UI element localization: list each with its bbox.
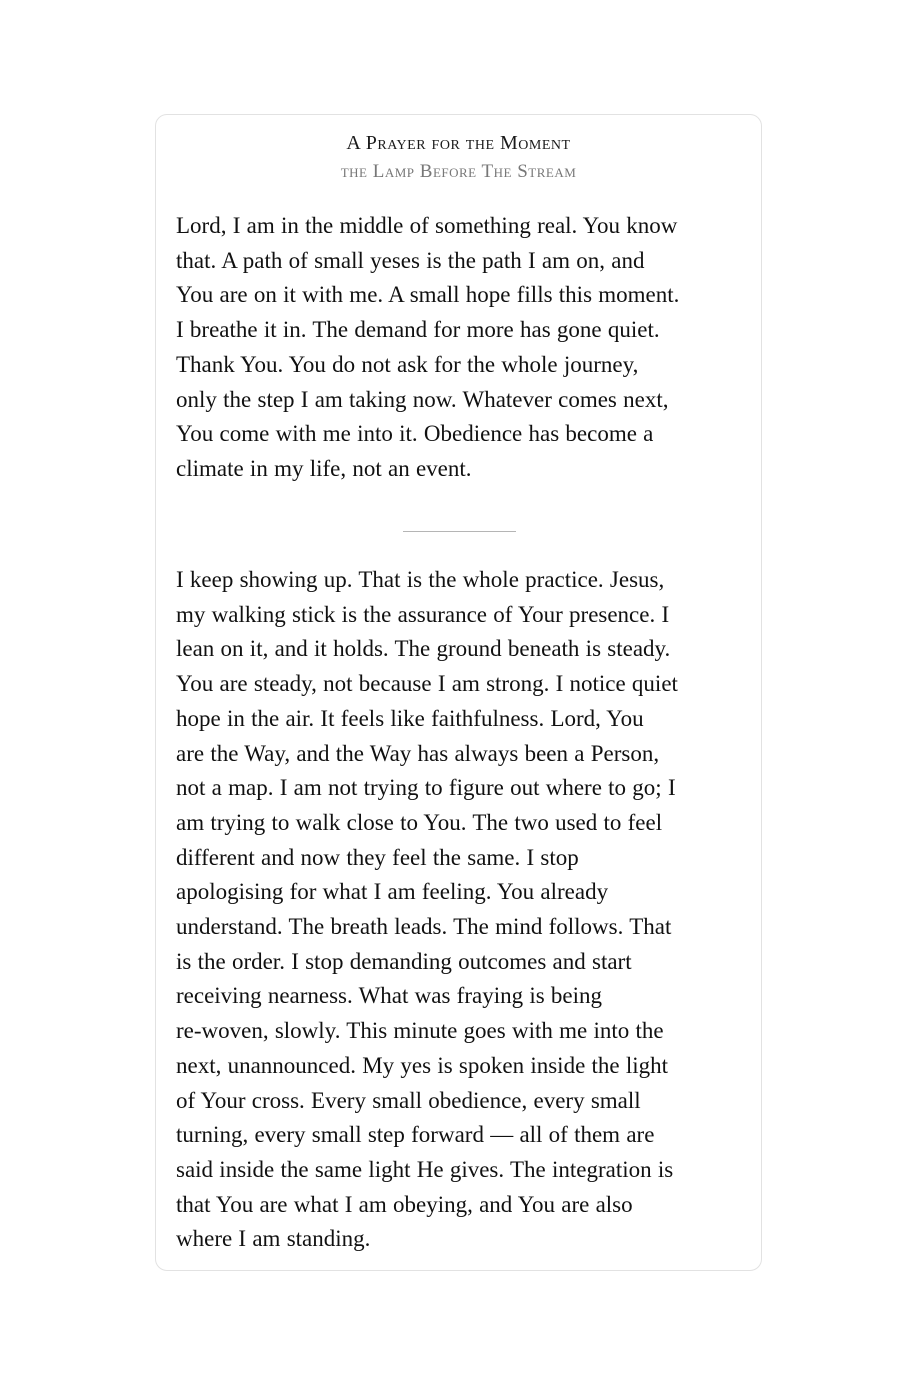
prayer-card [155,114,762,1271]
prayer-title: A Prayer for the Moment [346,132,571,154]
section-divider [403,531,516,532]
prayer-paragraph-2: I keep showing up. That is the whole practice. Jesus, my walking stick is the assurance of Your presence. I lean on it, and it holds. The ground beneath is steady. You are steady, not because I am strong. I notice quiet hope in the air. It feels like faithfulness. Lord, You are the Way, and the Way has always been a Person, not a map. I am not trying to figure out where to go; I am trying to walk close to You. The two used to feel different and now they feel the same. I stop apologising for what I am feeling. You already understand. The breath leads. The mind follows. That is the order. I stop demanding outcomes and start receiving nearness. What was fraying is being re-woven, slowly. This minute goes with me into the next, unannounced. My yes is spoken inside the light of Your cross. Every small obedience, every small turning, every small step forward — all of them are said inside the same light He gives. The integration is that You are what I am obeying, and You are also where I am standing. [176,567,678,1252]
prayer-subtitle: the Lamp Before The Stream [340,161,577,182]
prayer-paragraph-1: Lord, I am in the middle of something real. You know that. A path of small yeses is the path I am on, and You are on it with me. A small hope fills this moment. I breathe it in. The demand for more has gone quiet. Thank You. You do not ask for the whole journey, only the step I am taking now. Whatever comes next, You come with me into it. Obedience has become a climate in my life, not an event. [176,213,680,481]
